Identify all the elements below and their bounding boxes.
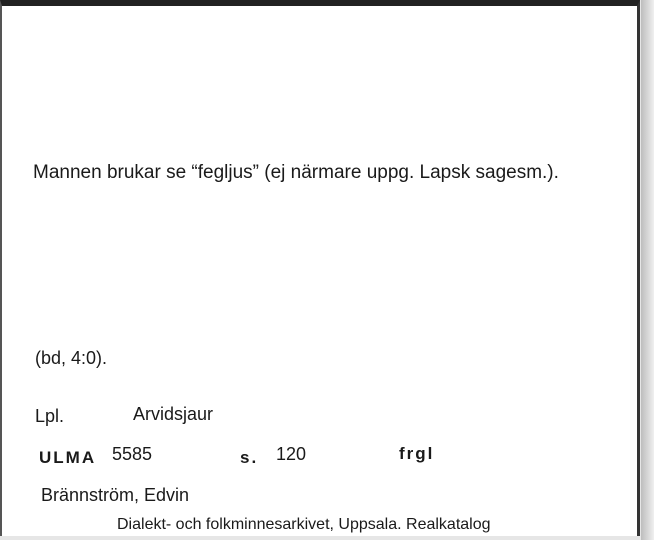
card-code: (bd, 4:0). — [35, 348, 108, 368]
page-number: 120 — [276, 444, 307, 464]
place-name: Arvidsjaur — [133, 404, 214, 424]
page-label: s. — [240, 448, 259, 467]
ulma-number: 5585 — [112, 444, 153, 464]
scan-edge — [641, 0, 654, 540]
card-main-text: Mannen brukar se “fegljus” (ej närmare uppg. Lapsk sagesm.). — [33, 162, 559, 183]
lpl-label: Lpl. — [35, 406, 65, 426]
recorder-name: Brännström, Edvin — [41, 485, 190, 505]
category-code: frgl — [399, 444, 435, 463]
ulma-label: ULMA — [39, 448, 97, 467]
archive-footer: Dialekt- och folkminnesarkivet, Uppsala. Realkatalog — [117, 516, 491, 533]
